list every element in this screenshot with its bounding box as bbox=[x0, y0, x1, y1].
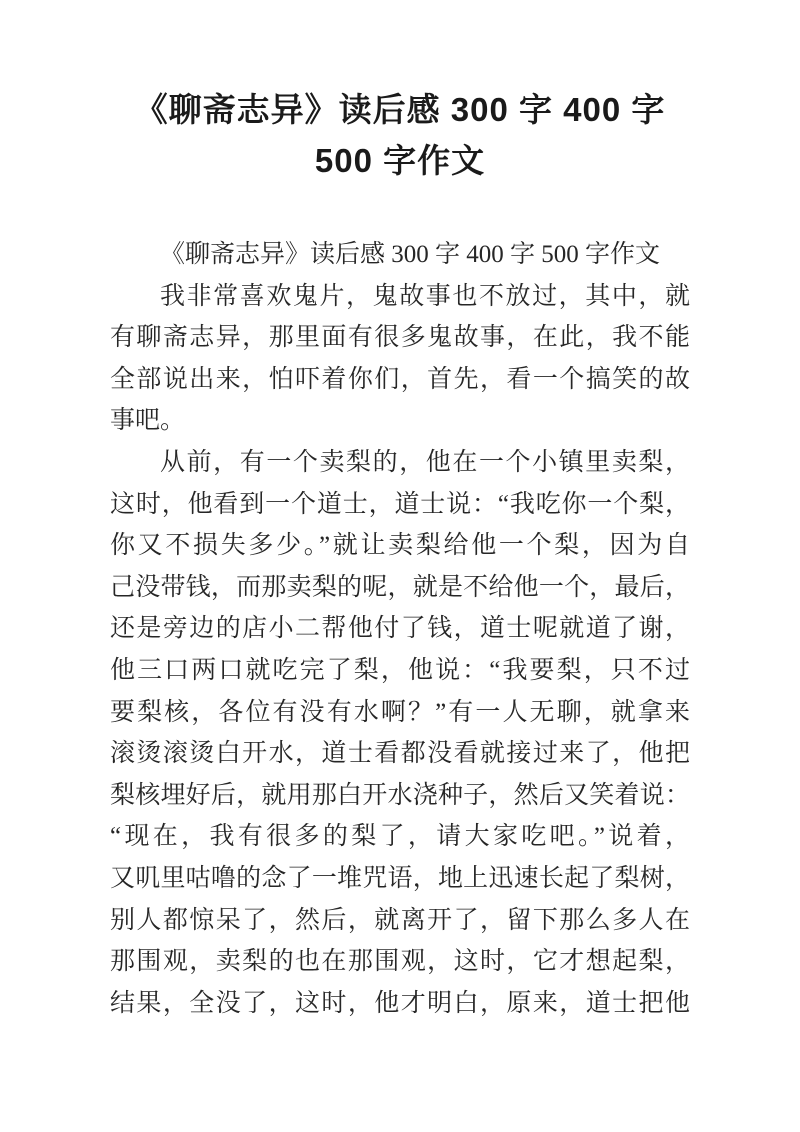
body-line: 己没带钱，而那卖梨的呢，就是不给他一个，最后， bbox=[110, 573, 690, 601]
body-line: 那围观，卖梨的也在那围观，这时，它才想起梨， bbox=[110, 948, 690, 976]
body-line: 事吧。 bbox=[110, 407, 186, 435]
body-line: 这时，他看到一个道士，道士说：“我吃你一个梨， bbox=[110, 490, 690, 518]
body-line: 全部说出来，怕吓着你们，首先，看一个搞笑的故 bbox=[110, 365, 690, 393]
body-line: 他三口两口就吃完了梨，他说：“我要梨，只不过 bbox=[110, 656, 690, 684]
body-line: 结果，全没了，这时，他才明白，原来，道士把他 bbox=[110, 989, 690, 1017]
title-line-2: 500 字作文 bbox=[314, 142, 486, 179]
body-line: 梨核埋好后，就用那白开水浇种子，然后又笑着说： bbox=[110, 781, 690, 809]
body-line: 我非常喜欢鬼片，鬼故事也不放过，其中，就 bbox=[160, 282, 690, 310]
body-line: 有聊斋志异，那里面有很多鬼故事，在此，我不能 bbox=[110, 324, 690, 352]
document-body bbox=[110, 234, 690, 1024]
body-line: 从前，有一个卖梨的，他在一个小镇里卖梨， bbox=[160, 448, 690, 476]
body-line: 滚烫滚烫白开水，道士看都没看就接过来了，他把 bbox=[110, 740, 690, 768]
document-title bbox=[110, 0, 690, 186]
body-line: 还是旁边的店小二帮他付了钱，道士呢就道了谢， bbox=[110, 615, 690, 643]
body-line: 要梨核，各位有没有水啊？”有一人无聊，就拿来 bbox=[110, 698, 690, 726]
title-line-1: 《聊斋志异》读后感 300 字 400 字 bbox=[134, 91, 666, 128]
body-line: 别人都惊呆了，然后，就离开了，留下那么多人在 bbox=[110, 906, 690, 934]
body-line: “现在，我有很多的梨了，请大家吃吧。”说着， bbox=[110, 823, 690, 851]
body-line: 你又不损失多少。”就让卖梨给他一个梨，因为自 bbox=[110, 532, 690, 560]
body-line: 又叽里咕噜的念了一堆咒语，地上迅速长起了梨树， bbox=[110, 864, 690, 892]
body-line: 《聊斋志异》读后感 300 字 400 字 500 字作文 bbox=[160, 241, 661, 268]
